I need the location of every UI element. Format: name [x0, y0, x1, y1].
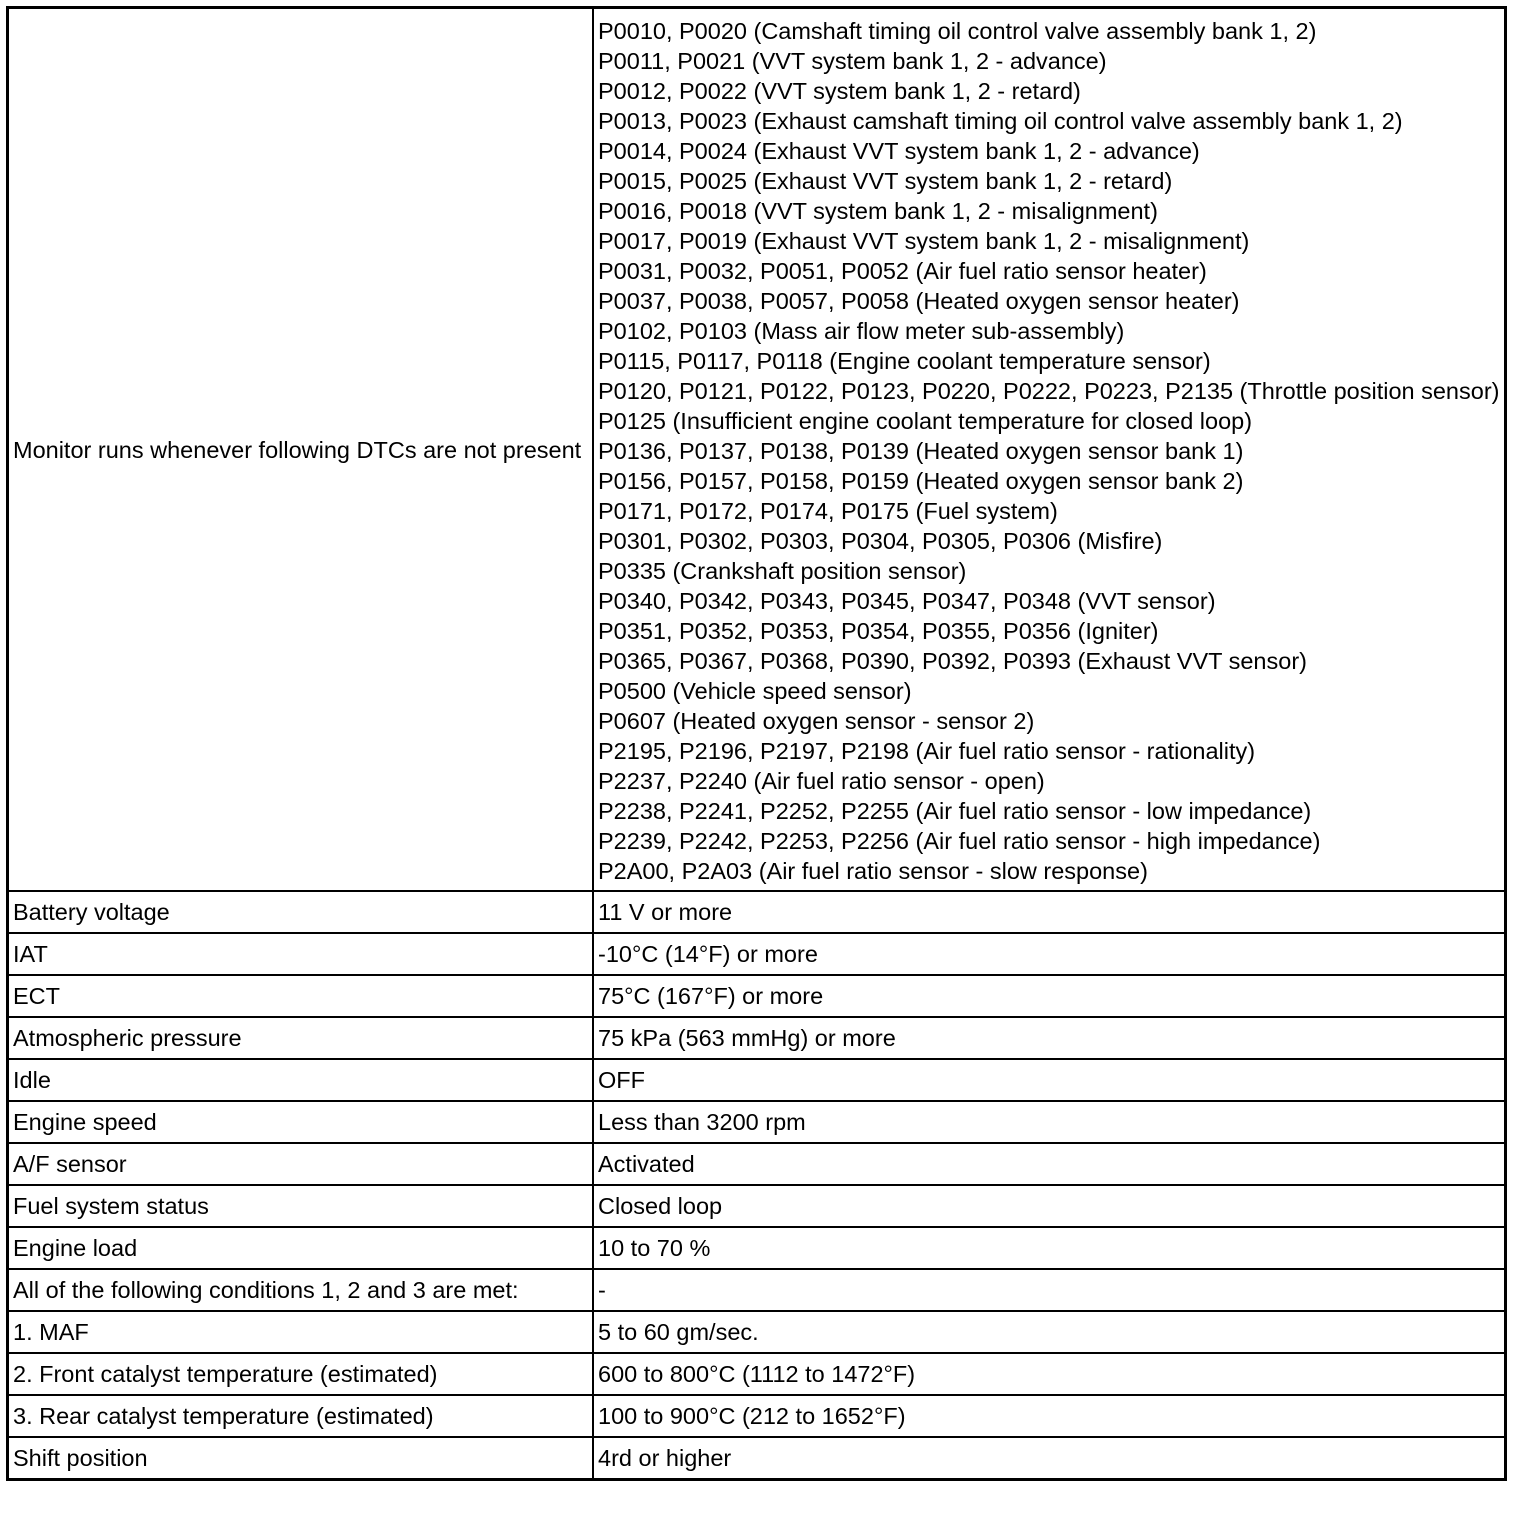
dtc-item: P2238, P2241, P2252, P2255 (Air fuel ratio sensor - low impedance)	[598, 798, 1312, 824]
condition-label: 2. Front catalyst temperature (estimated)	[8, 1353, 594, 1395]
table-row	[8, 891, 1506, 933]
condition-value: 5 to 60 gm/sec.	[593, 1311, 1506, 1353]
table-row-dtc-conditions	[8, 8, 1506, 892]
condition-label: Battery voltage	[8, 891, 594, 933]
dtc-item: P0031, P0032, P0051, P0052 (Air fuel ratio sensor heater)	[598, 258, 1207, 284]
table-row	[8, 1101, 1506, 1143]
table-row	[8, 933, 1506, 975]
dtc-item: P0301, P0302, P0303, P0304, P0305, P0306 (Misfire)	[598, 528, 1163, 554]
dtc-item: P0102, P0103 (Mass air flow meter sub-assembly)	[598, 318, 1125, 344]
condition-value: Closed loop	[593, 1185, 1506, 1227]
condition-label: Engine speed	[8, 1101, 594, 1143]
table-row	[8, 1353, 1506, 1395]
condition-label: 3. Rear catalyst temperature (estimated)	[8, 1395, 594, 1437]
condition-value: Less than 3200 rpm	[593, 1101, 1506, 1143]
condition-value: 10 to 70 %	[593, 1227, 1506, 1269]
condition-label: Idle	[8, 1059, 594, 1101]
dtc-item: P0156, P0157, P0158, P0159 (Heated oxygen sensor bank 2)	[598, 468, 1244, 494]
dtc-item: P0500 (Vehicle speed sensor)	[598, 678, 912, 704]
dtc-item: P0335 (Crankshaft position sensor)	[598, 558, 967, 584]
dtc-item: P0037, P0038, P0057, P0058 (Heated oxygen sensor heater)	[598, 288, 1240, 314]
condition-label: IAT	[8, 933, 594, 975]
dtc-item: P0136, P0137, P0138, P0139 (Heated oxygen sensor bank 1)	[598, 438, 1244, 464]
condition-label: 1. MAF	[8, 1311, 594, 1353]
dtc-item: P0016, P0018 (VVT system bank 1, 2 - misalignment)	[598, 198, 1158, 224]
condition-label: Fuel system status	[8, 1185, 594, 1227]
condition-value: -10°C (14°F) or more	[593, 933, 1506, 975]
dtc-item: P2239, P2242, P2253, P2256 (Air fuel ratio sensor - high impedance)	[598, 828, 1321, 854]
dtc-item: P0015, P0025 (Exhaust VVT system bank 1, 2 - retard)	[598, 168, 1173, 194]
table-row	[8, 1059, 1506, 1101]
dtc-item: P0010, P0020 (Camshaft timing oil control valve assembly bank 1, 2)	[598, 18, 1317, 44]
condition-value: 75 kPa (563 mmHg) or more	[593, 1017, 1506, 1059]
condition-value: Activated	[593, 1143, 1506, 1185]
condition-label: Shift position	[8, 1437, 594, 1480]
condition-label: A/F sensor	[8, 1143, 594, 1185]
dtc-item: P2195, P2196, P2197, P2198 (Air fuel ratio sensor - rationality)	[598, 738, 1256, 764]
dtc-item: P2237, P2240 (Air fuel ratio sensor - open)	[598, 768, 1045, 794]
condition-value: 75°C (167°F) or more	[593, 975, 1506, 1017]
table-row	[8, 1185, 1506, 1227]
dtc-item: P0012, P0022 (VVT system bank 1, 2 - retard)	[598, 78, 1081, 104]
dtc-item: P0351, P0352, P0353, P0354, P0355, P0356 (Igniter)	[598, 618, 1159, 644]
table-row	[8, 1311, 1506, 1353]
condition-value: 600 to 800°C (1112 to 1472°F)	[593, 1353, 1506, 1395]
dtc-item: P0365, P0367, P0368, P0390, P0392, P0393 (Exhaust VVT sensor)	[598, 648, 1307, 674]
condition-value: 11 V or more	[593, 891, 1506, 933]
condition-label: ECT	[8, 975, 594, 1017]
dtc-item: P0014, P0024 (Exhaust VVT system bank 1, 2 - advance)	[598, 138, 1200, 164]
table-row	[8, 1395, 1506, 1437]
condition-value: 100 to 900°C (212 to 1652°F)	[593, 1395, 1506, 1437]
table-row	[8, 1017, 1506, 1059]
dtc-item: P0115, P0117, P0118 (Engine coolant temperature sensor)	[598, 348, 1211, 374]
dtc-item: P0125 (Insufficient engine coolant temperature for closed loop)	[598, 408, 1253, 434]
table-row	[8, 1437, 1506, 1480]
dtc-list-cell	[593, 8, 1506, 892]
condition-value: 4rd or higher	[593, 1437, 1506, 1480]
condition-label: All of the following conditions 1, 2 and 3 are met:	[8, 1269, 594, 1311]
table-row	[8, 1227, 1506, 1269]
dtc-item: P0013, P0023 (Exhaust camshaft timing oil control valve assembly bank 1, 2)	[598, 108, 1403, 134]
table-row	[8, 1143, 1506, 1185]
dtc-item: P0011, P0021 (VVT system bank 1, 2 - advance)	[598, 48, 1107, 74]
dtc-item: P0017, P0019 (Exhaust VVT system bank 1, 2 - misalignment)	[598, 228, 1250, 254]
dtc-item: P0340, P0342, P0343, P0345, P0347, P0348 (VVT sensor)	[598, 588, 1216, 614]
dtc-item: P2A00, P2A03 (Air fuel ratio sensor - slow response)	[598, 858, 1148, 884]
dtc-item: P0171, P0172, P0174, P0175 (Fuel system)	[598, 498, 1058, 524]
condition-value: -	[593, 1269, 1506, 1311]
dtc-item: P0120, P0121, P0122, P0123, P0220, P0222, P0223, P2135 (Throttle position sensor)	[598, 378, 1500, 404]
dtc-item: P0607 (Heated oxygen sensor - sensor 2)	[598, 708, 1035, 734]
table-row	[8, 975, 1506, 1017]
table-row	[8, 1269, 1506, 1311]
condition-value: OFF	[593, 1059, 1506, 1101]
condition-label: Atmospheric pressure	[8, 1017, 594, 1059]
condition-label: Monitor runs whenever following DTCs are not present	[8, 8, 594, 892]
conditions-table	[6, 6, 1507, 1481]
condition-label: Engine load	[8, 1227, 594, 1269]
